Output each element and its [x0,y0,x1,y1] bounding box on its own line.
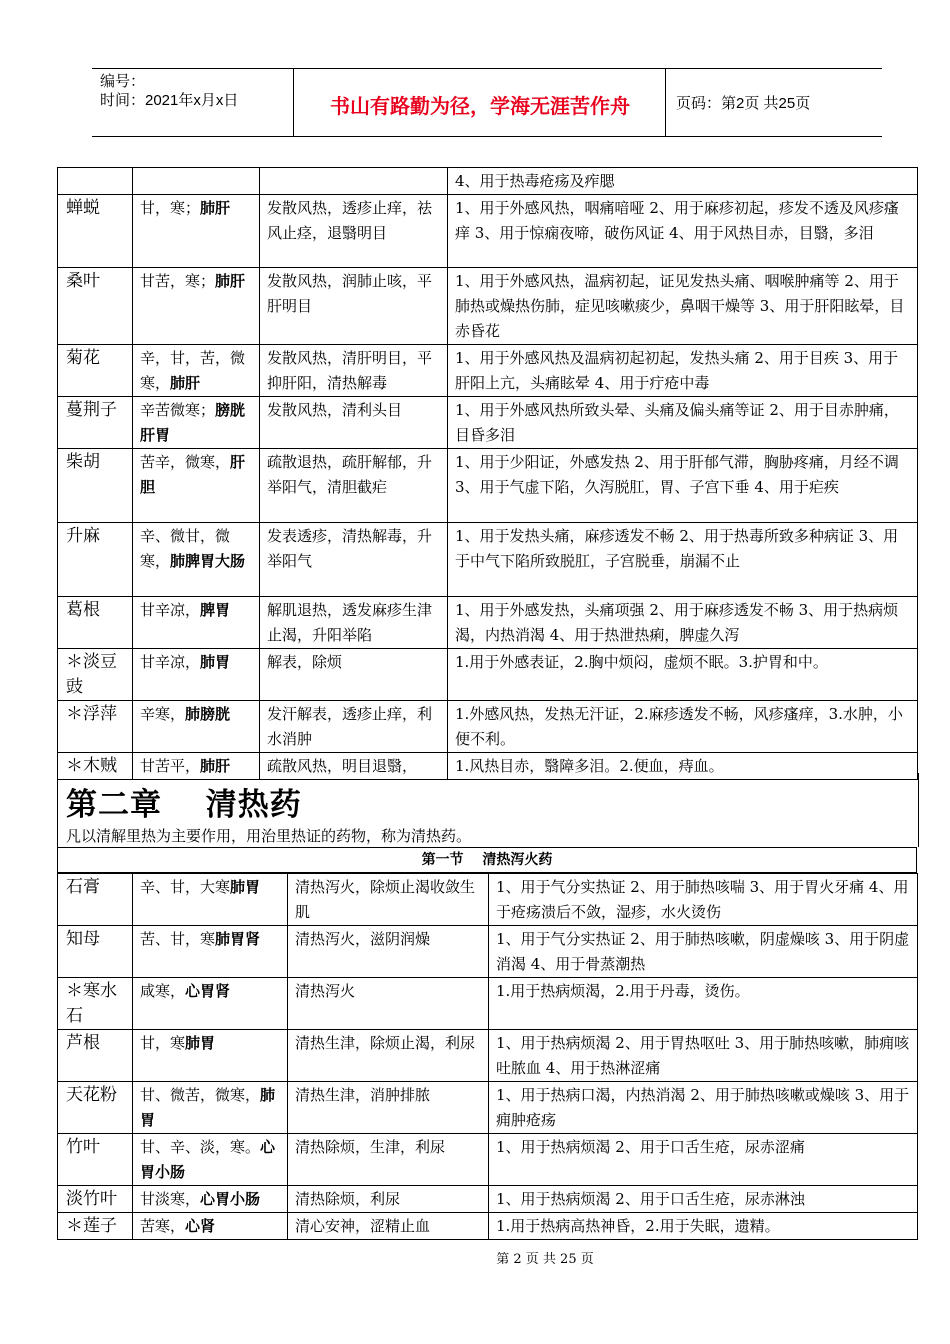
herb-name: 蝉蜕 [58,195,133,268]
herb-nature-cell [133,268,260,345]
herb-row [58,195,918,268]
herb-nature-cell [133,397,260,449]
herb-meridian: 肺肝 [200,757,231,775]
herb-nature-cell [133,168,260,195]
herb-table-1 [57,167,918,780]
herb-row [58,597,918,649]
herb-row [58,978,918,1030]
herb-effect: 发散风热，润肺止咳，平肝明目 [260,268,448,345]
herb-nature: 辛苦微寒； [140,401,216,419]
herb-effect: 清热除烦，利尿 [288,1186,489,1213]
herb-usage: 1、用于气分实热证 2、用于肺热咳喘 3、用于胃火牙痛 4、用于疮疡溃后不敛，湿疹，水火烫伤 [489,874,918,926]
herb-meridian: 肺肝 [215,272,246,290]
header-divider [293,68,294,136]
herb-meridian: 心胃小肠 [140,1138,276,1181]
herb-nature-cell [133,701,260,753]
herb-effect: 疏散退热，疏肝解郁，升举阳气，清胆截疟 [260,449,448,523]
herb-row [58,397,918,449]
chapter-title: 第二章 清热药 [66,787,302,823]
herb-nature-cell [133,1213,288,1240]
herb-nature: 咸寒， [140,982,186,1000]
herb-effect [260,168,448,195]
herb-name: ＊木贼 [58,753,133,780]
herb-name: 石膏 [58,874,133,926]
herb-nature-cell [133,649,260,701]
herb-nature-cell [133,1082,288,1134]
herb-nature: 甘苦，寒； [140,272,216,290]
herb-effect: 清热泻火，除烦止渴收敛生肌 [288,874,489,926]
herb-meridian: 肺肝 [170,374,201,392]
herb-effect: 清热泻火 [288,978,489,1030]
herb-name: 柴胡 [58,449,133,523]
herb-effect: 发汗解表，透疹止痒，利水消肿 [260,701,448,753]
herb-nature: 甘，寒； [140,199,201,217]
herb-meridian: 肺胃 [185,1034,216,1052]
herb-row [58,1134,918,1186]
herb-usage: 1.用于热病烦渴，2.用于丹毒，烫伤。 [489,978,918,1030]
herb-usage: 1、用于热病烦渴 2、用于口舌生疮，尿赤涩痛 [489,1134,918,1186]
herb-row [58,701,918,753]
herb-meridian: 心肾 [185,1217,216,1235]
herb-usage: 1、用于少阳证，外感发热 2、用于肝郁气滞，胸胁疼痛，月经不调 3、用于气虚下陷，久泻脱肛，胃、子宫下垂 4、用于疟疾 [448,449,918,523]
herb-usage: 1.用于热病高热神昏，2.用于失眠，遗精。 [489,1213,918,1240]
herb-name: ＊淡豆豉 [58,649,133,701]
herb-row [58,1186,918,1213]
herb-usage: 1、用于发热头痛，麻疹透发不畅 2、用于热毒所致多种病证 3、用于中气下陷所致脱肛，子宫脱垂，崩漏不止 [448,523,918,597]
page-footer: 第 2 页 共 25 页 [496,1252,594,1267]
herb-name: ＊浮萍 [58,701,133,753]
herb-name: 升麻 [58,523,133,597]
herb-row [58,449,918,523]
herb-name: 天花粉 [58,1082,133,1134]
herb-nature: 甘辛凉， [140,601,201,619]
herb-meridian: 肺胃 [230,878,261,896]
header-meta [100,72,238,110]
herb-effect: 解表，除烦 [260,649,448,701]
herb-usage: 1、用于热病烦渴 2、用于口舌生疮，尿赤淋浊 [489,1186,918,1213]
herb-row [58,926,918,978]
herb-nature-cell [133,926,288,978]
herb-usage: 1.用于外感表证，2.胸中烦闷，虚烦不眠。3.护胃和中。 [448,649,918,701]
herb-usage: 4、用于热毒疮疡及痄腮 [448,168,918,195]
herb-row [58,1030,918,1082]
herb-meridian: 肺胃肾 [215,930,261,948]
header-number-label: 编号： [100,73,146,90]
herb-usage: 1、用于气分实热证 2、用于肺热咳嗽，阴虚燥咳 3、用于阴虚消渴 4、用于骨蒸潮热 [489,926,918,978]
herb-name: ＊莲子 [58,1213,133,1240]
herb-nature: 苦、甘，寒 [140,930,216,948]
herb-nature: 甘苦平， [140,757,201,775]
herb-effect: 发表透疹，清热解毒，升举阳气 [260,523,448,597]
herb-nature: 辛寒， [140,705,186,723]
herb-name: ＊寒水石 [58,978,133,1030]
herb-meridian: 肺胃 [140,1086,276,1129]
herb-row [58,168,918,195]
herb-name: 芦根 [58,1030,133,1082]
herb-nature-cell [133,1134,288,1186]
herb-effect: 发散风热，透疹止痒，祛风止痉，退翳明目 [260,195,448,268]
herb-usage: 1、用于外感发热，头痛项强 2、用于麻疹透发不畅 3、用于热病烦渴，内热消渴 4、用于热泄热痢，脾虚久泻 [448,597,918,649]
herb-usage: 1、用于外感风热及温病初起初起，发热头痛 2、用于目疾 3、用于肝阳上亢，头痛眩晕 4、用于疔疮中毒 [448,345,918,397]
herb-name: 葛根 [58,597,133,649]
herb-meridian: 肺肝 [200,199,231,217]
herb-meridian: 肝胆 [140,453,246,496]
herb-row [58,874,918,926]
herb-name: 竹叶 [58,1134,133,1186]
herb-meridian: 肺脾胃大肠 [170,552,246,570]
header-divider [665,68,666,136]
herb-name: 知母 [58,926,133,978]
herb-effect: 解肌退热，透发麻疹生津止渴，升阳举陷 [260,597,448,649]
herb-nature: 辛，甘，苦，微寒， [140,349,246,392]
herb-meridian: 心胃肾 [185,982,231,1000]
herb-usage: 1.外感风热，发热无汗证，2.麻疹透发不畅，风疹瘙痒，3.水肿，小便不利。 [448,701,918,753]
herb-effect: 疏散风热，明目退翳， [260,753,448,780]
herb-nature-cell [133,874,288,926]
herb-meridian: 脾胃 [200,601,231,619]
herb-nature-cell [133,195,260,268]
herb-meridian: 心胃小肠 [200,1190,261,1208]
herb-effect: 发散风热，清利头目 [260,397,448,449]
herb-name: 蔓荆子 [58,397,133,449]
chapter-description: 凡以清解里热为主要作用，用治里热证的药物，称为清热药。 [66,827,472,845]
herb-name: 桑叶 [58,268,133,345]
herb-effect: 清热生津，消肿排脓 [288,1082,489,1134]
herb-row [58,345,918,397]
header-motto: 书山有路勤为径，学海无涯苦作舟 [330,94,630,118]
herb-effect: 清热除烦，生津，利尿 [288,1134,489,1186]
herb-meridian: 膀胱肝胃 [140,401,246,444]
herb-nature: 辛、甘，大寒 [140,878,231,896]
header-bottom-rule [92,136,882,137]
herb-nature: 甘辛凉， [140,653,201,671]
herb-nature: 甘淡寒， [140,1190,201,1208]
herb-nature-cell [133,345,260,397]
herb-row [58,523,918,597]
herb-usage: 1、用于热病口渴，内热消渴 2、用于肺热咳嗽或燥咳 3、用于痈肿疮疡 [489,1082,918,1134]
herb-usage: 1、用于外感风热，咽痛喑哑 2、用于麻疹初起，疹发不透及风疹瘙痒 3、用于惊痫夜啼，破伤风证 4、用于风热目赤，目翳，多泪 [448,195,918,268]
herb-usage: 1、用于热病烦渴 2、用于胃热呕吐 3、用于肺热咳嗽，肺痈咳吐脓血 4、用于热淋涩痛 [489,1030,918,1082]
herb-effect: 清热生津，除烦止渴，利尿 [288,1030,489,1082]
herb-name [58,168,133,195]
herb-nature-cell [133,449,260,523]
herb-nature-cell [133,523,260,597]
herb-usage: 1.风热目赤，翳障多泪。2.便血，痔血。 [448,753,918,780]
herb-effect: 发散风热，清肝明目，平抑肝阳，清热解毒 [260,345,448,397]
herb-nature: 苦寒， [140,1217,186,1235]
herb-nature-cell [133,1186,288,1213]
section-title: 第一节 清热泻火药 [57,847,917,873]
herb-row [58,649,918,701]
herb-meridian: 肺胃 [200,653,231,671]
herb-effect: 清心安神，涩精止血 [288,1213,489,1240]
herb-name: 淡竹叶 [58,1186,133,1213]
header-page-label: 页码：第2页 共25页 [676,95,811,112]
herb-row [58,1213,918,1240]
header-top-rule [92,68,882,69]
header-time-label: 时间：2021年x月x日 [100,92,239,109]
herb-nature-cell [133,1030,288,1082]
herb-nature: 甘、微苦，微寒， [140,1086,261,1104]
herb-nature: 辛、微甘，微寒， [140,527,231,570]
herb-table-2 [57,873,918,1240]
herb-usage: 1、用于外感风热所致头晕、头痛及偏头痛等证 2、用于目赤肿痛，目昏多泪 [448,397,918,449]
herb-name: 菊花 [58,345,133,397]
herb-nature-cell [133,978,288,1030]
herb-meridian: 肺膀胱 [185,705,231,723]
chapter-heading-block [57,773,919,847]
herb-row [58,268,918,345]
herb-usage: 1、用于外感风热，温病初起，证见发热头痛、咽喉肿痛等 2、用于肺热或燥热伤肺，症见咳嗽痰少，鼻咽干燥等 3、用于肝阳眩晕，目赤昏花 [448,268,918,345]
herb-effect: 清热泻火，滋阴润燥 [288,926,489,978]
herb-nature-cell [133,597,260,649]
herb-nature: 甘，寒 [140,1034,186,1052]
herb-nature: 苦辛，微寒， [140,453,231,471]
herb-nature: 甘、辛、淡，寒。 [140,1138,261,1156]
herb-row [58,1082,918,1134]
